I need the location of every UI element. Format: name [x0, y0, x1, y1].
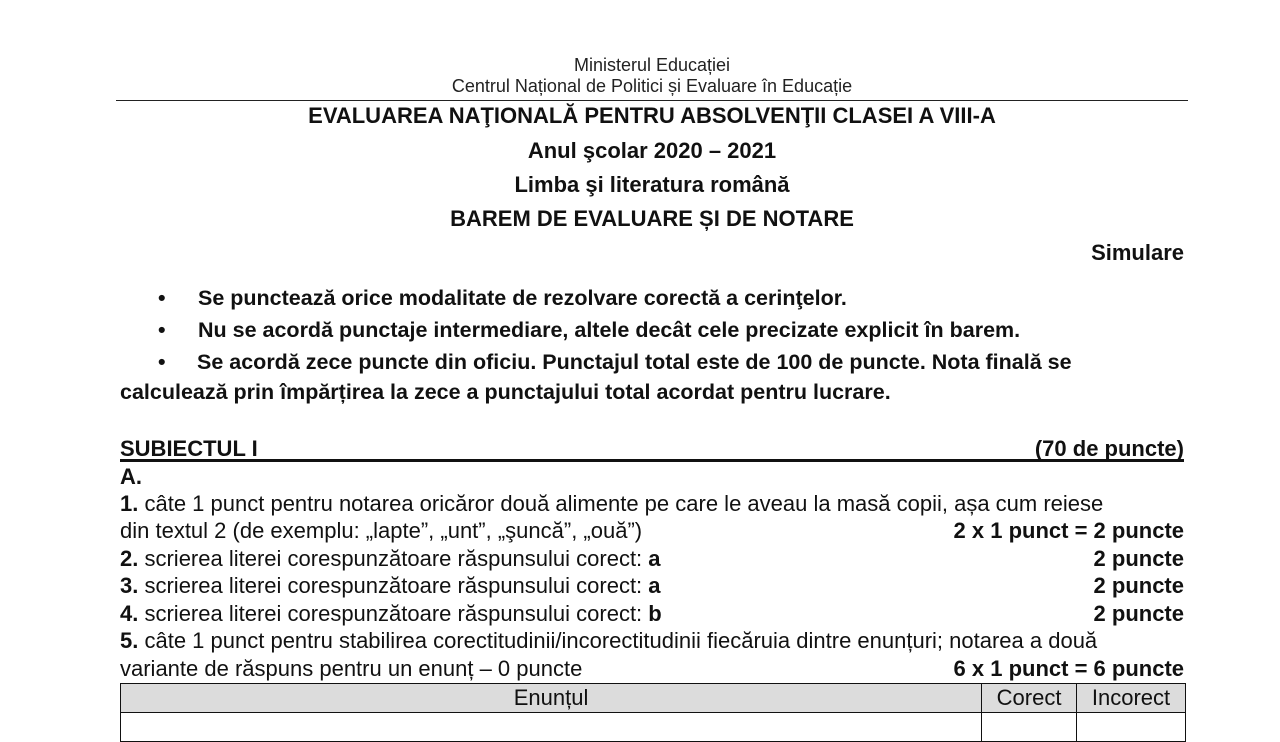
item-text: din textul 2 (de exemplu: „lapte”, „unt”, „şuncă”, „ouă”) [120, 518, 643, 543]
item-text: scrierea literei corespunzătoare răspunsului corect: [144, 573, 649, 598]
item-text: scrierea literei corespunzătoare răspunsului corect: [144, 601, 649, 626]
statements-table [120, 683, 1186, 742]
bullet-text-1: Se punctează orice modalitate de rezolvare corectă a cerinţelor. [198, 286, 847, 310]
center-name: Centrul Național de Politici și Evaluare în Educație [451, 76, 853, 96]
item-5-line-1 [120, 628, 1184, 654]
bullet-text-2: Nu se acordă punctaje intermediare, altele decât cele precizate explicit în barem. [198, 318, 1021, 342]
item-text: câte 1 punct pentru stabilirea corectitudinii/incorectitudinii fiecăruia dintre enunțuri; notarea a două [144, 628, 1098, 653]
bullet-text-3a: Se acordă zece puncte din oficiu. Punctajul total este de 100 de puncte. Nota finală se [197, 350, 1072, 374]
simulation-label: Simulare [1091, 240, 1184, 265]
column-header-correct: Corect [982, 684, 1077, 713]
item-number: 3. [120, 573, 139, 598]
header-divider [116, 100, 1188, 101]
item-answer: b [648, 601, 662, 626]
item-text: variante de răspuns pentru un enunț – 0 puncte [120, 656, 583, 681]
item-number: 5. [120, 628, 139, 653]
item-points: 6 x 1 punct = 6 puncte [953, 656, 1184, 681]
item-number: 1. [120, 491, 139, 516]
item-1-line-1 [120, 491, 1184, 517]
item-3 [120, 573, 1184, 599]
item-points: 2 x 1 punct = 2 puncte [953, 518, 1184, 543]
bullet-text-3b: calculează prin împărțirea la zece a punctajului total acordat pentru lucrare. [120, 380, 891, 404]
bullet-icon: • [158, 350, 166, 374]
bullet-icon: • [158, 318, 166, 342]
item-points: 2 puncte [1093, 573, 1184, 598]
section-underline [120, 459, 1184, 462]
document-title: BAREM DE EVALUARE ȘI DE NOTARE [450, 206, 854, 231]
item-4 [120, 601, 1184, 627]
item-1-line-2 [120, 518, 1184, 544]
item-number: 4. [120, 601, 139, 626]
item-answer: a [648, 546, 661, 571]
item-2 [120, 546, 1184, 572]
item-number: 2. [120, 546, 139, 571]
column-header-statement: Enunțul [121, 684, 982, 713]
item-points: 2 puncte [1093, 546, 1184, 571]
ministry-name: Ministerul Educației [573, 55, 731, 75]
subject-title: Limba şi literatura română [514, 172, 790, 197]
item-text: câte 1 punct pentru notarea oricăror două alimente pe care le aveau la masă copii, așa cum reiese [144, 491, 1104, 516]
table-row [121, 713, 1186, 742]
exam-title: EVALUAREA NAŢIONALĂ PENTRU ABSOLVENŢII CLASEI A VIII-A [308, 103, 996, 128]
table-cell [1077, 713, 1186, 742]
item-text: scrierea literei corespunzătoare răspunsului corect: [144, 546, 649, 571]
item-5-line-2 [120, 656, 1184, 682]
column-header-incorrect: Incorect [1077, 684, 1186, 713]
item-answer: a [648, 573, 661, 598]
item-points: 2 puncte [1093, 601, 1184, 626]
part-label: A. [120, 464, 142, 489]
section-title: SUBIECTUL I [120, 436, 258, 461]
school-year: Anul şcolar 2020 – 2021 [527, 138, 777, 163]
table-cell [121, 713, 982, 742]
section-points: (70 de puncte) [1034, 436, 1184, 461]
table-header-row [121, 684, 1186, 713]
table-cell [982, 713, 1077, 742]
bullet-icon: • [158, 286, 166, 310]
